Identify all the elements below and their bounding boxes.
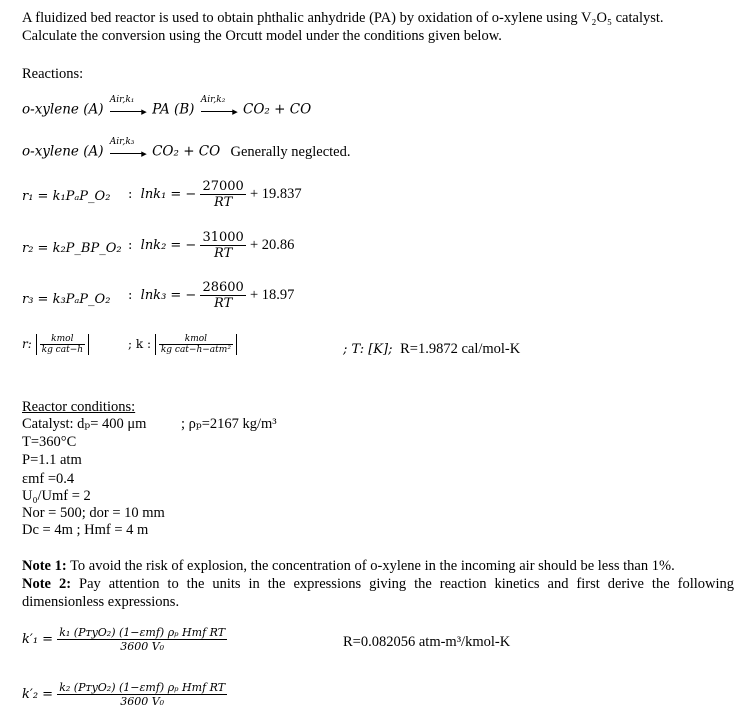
reaction-1-reactant: o-xylene (A) xyxy=(22,101,104,118)
k2-prime-denominator: 3600 V₀ xyxy=(120,695,165,708)
rate-3-num: 28600 xyxy=(202,280,244,295)
k2-prime-expression: k′₂ = $\frac{\text{k₂ (PᴛyO₂) (1−εmf) ρₚ Hmf RT}}{\text{3600 V₀}}$ xyxy=(22,681,226,708)
bed-dimensions: Dc = 4m ; Hmf = 4 m xyxy=(22,522,149,538)
r-units: r: $\frac{\text{kmol}}{\text{kg cat−h}}$ xyxy=(22,334,89,355)
intro-line-2: Calculate the conversion using the Orcutt model under the conditions given below. xyxy=(22,28,502,44)
temperature: T=360°C xyxy=(22,434,77,450)
rate-1-rhs: : lnk₁ = − $\frac{27000}{RT}$ + 19.837 xyxy=(128,179,302,210)
gas-constant-atm: R=0.082056 atm-m³/kmol-K xyxy=(343,634,511,650)
rate-3-tail: + 18.97 xyxy=(249,287,295,303)
rate-2-tail: + 20.86 xyxy=(249,237,295,253)
k1-prime-numerator: k₁ (PᴛyO₂) (1−εmf) ρₚ Hmf RT xyxy=(59,626,226,639)
note-1: Note 1: To avoid the risk of explosion, the concentration of o-xylene in the incoming air should be less than 1%. xyxy=(22,558,675,574)
gas-constant-cal: R=1.9872 cal/mol-K xyxy=(400,341,521,357)
rate-1-tail: + 19.837 xyxy=(249,186,302,202)
orifice-data: Nor = 500; dor = 10 mm xyxy=(22,505,165,521)
reaction-2-reactant: o-xylene (A) xyxy=(22,143,104,160)
rate-2-rhs: : lnk₂ = − $\frac{31000}{RT}$ + 20.86 xyxy=(128,230,295,261)
velocity-ratio: U₀/Umf = 2 xyxy=(22,488,91,504)
k2-prime-numerator: k₂ (PᴛyO₂) (1−εmf) ρₚ Hmf RT xyxy=(59,681,226,694)
reaction-1 xyxy=(22,95,312,119)
pressure: P=1.1 atm xyxy=(22,452,82,468)
conditions-heading: Reactor conditions: xyxy=(22,399,136,415)
rate-1-lhs: r₁ = k₁PₐP_O₂ xyxy=(22,189,111,204)
rate-3-rhs: : lnk₃ = − $\frac{28600}{RT}$ + 18.97 xyxy=(128,280,295,311)
t-units: ; T: [K]; R=1.9872 cal/mol-K xyxy=(343,341,521,357)
note-2: Note 2: Pay attention to the units in the expressions giving the reaction kinetics and first derive the following dimensionless expressions. xyxy=(22,576,735,610)
rate-2-lhs: r₂ = k₂P_BP_O₂ xyxy=(22,241,122,256)
arrow-k2-icon: Air,k₂ ▸ xyxy=(200,95,238,118)
k1-prime-expression: k′₁ = $\frac{\text{k₁ (PᴛyO₂) (1−εmf) ρₚ Hmf RT}}{\text{3600 V₀}}$ xyxy=(22,626,226,653)
reaction-1-product: CO₂ + CO xyxy=(243,101,312,118)
k-units: ; k : $\frac{\text{kmol}}{\text{kg cat−h−atm²}}$ xyxy=(128,334,237,355)
reaction-2 xyxy=(22,137,351,161)
intro-paragraph xyxy=(22,9,734,45)
reaction-2-product: CO₂ + CO xyxy=(152,143,221,160)
arrow-k3-icon: Air,k₃ ▸ xyxy=(109,137,147,160)
voidage-mf: εmf =0.4 xyxy=(22,471,75,487)
rate-1-num: 27000 xyxy=(202,179,244,194)
catalyst-density: ; ρₚ=2167 kg/m³ xyxy=(181,416,277,432)
k1-prime-denominator: 3600 V₀ xyxy=(120,640,165,653)
intro-line-1: A fluidized bed reactor is used to obtain phthalic anhydride (PA) by oxidation of o-xylene using V₂O₅ catalyst. xyxy=(22,10,664,26)
arrow-k1-icon: Air,k₁ ▸ xyxy=(109,95,147,118)
rate-2-num: 31000 xyxy=(202,230,244,245)
rate-3-lhs: r₃ = k₃PₐP_O₂ xyxy=(22,292,111,307)
reactions-heading: Reactions: xyxy=(22,66,84,82)
catalyst-size: Catalyst: dₚ= 400 μm xyxy=(22,416,147,432)
reaction-2-note: Generally neglected. xyxy=(230,143,351,160)
reaction-1-intermediate: PA (B) xyxy=(152,101,195,118)
